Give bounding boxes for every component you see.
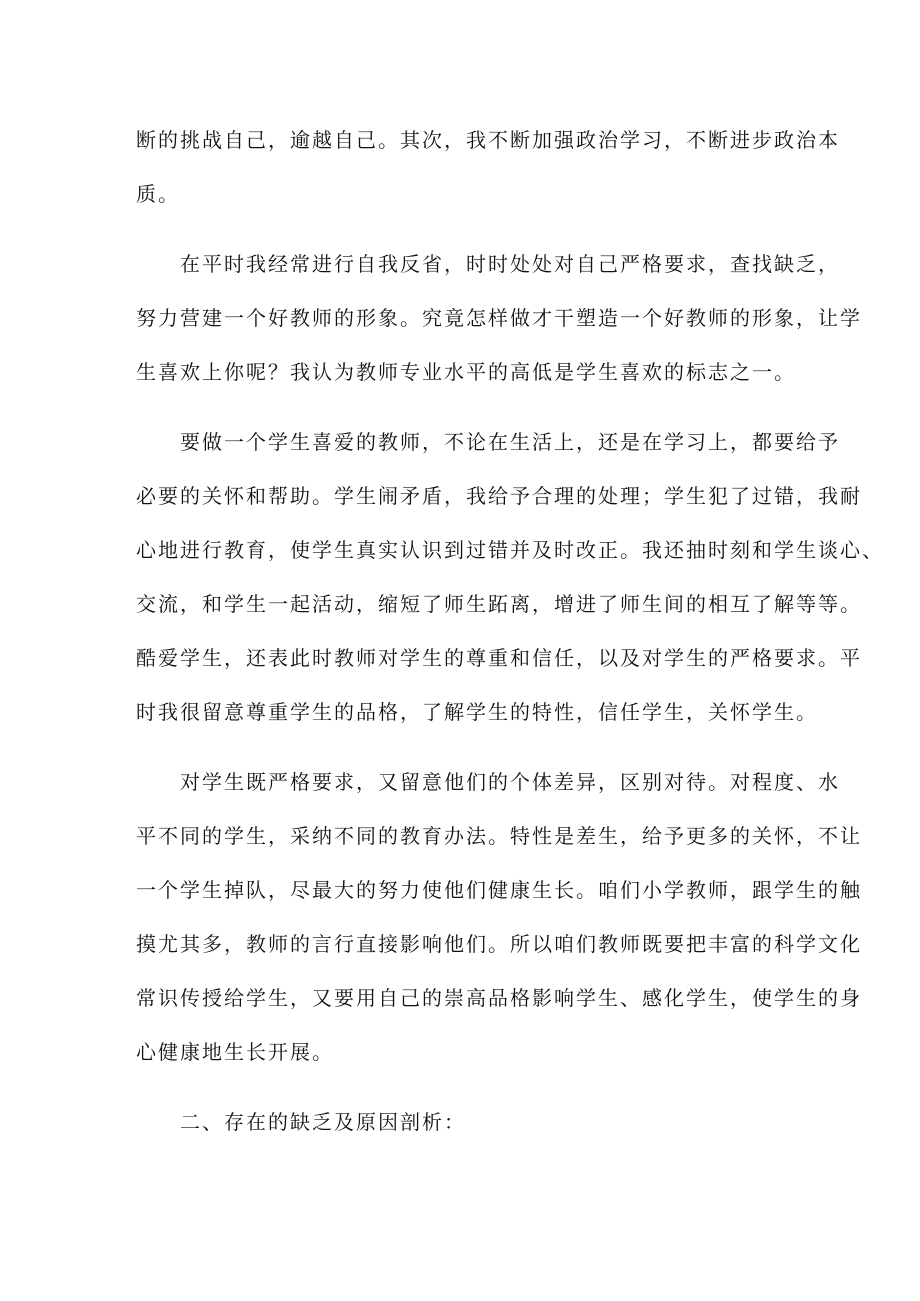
- text-line: 要做一个学生喜爱的教师，不论在生活上，还是在学习上，都要给予: [180, 430, 840, 454]
- paragraph-self-reflection: [136, 237, 862, 399]
- paragraph-caring-students: [136, 415, 884, 739]
- text-line: 摸尤其多，教师的言行直接影响他们。所以咱们教师既要把丰富的科学文化: [136, 932, 862, 956]
- text-line: 生喜欢上你呢？我认为教师专业水平的高低是学生喜欢的标志之一。: [136, 360, 796, 384]
- text-line: 心地进行教育，使学生真实认识到过错并及时改正。我还抽时刻和学生谈心、: [136, 538, 884, 562]
- text-line: 心健康地生长开展。: [136, 1040, 334, 1064]
- document-body: [136, 113, 884, 1165]
- paragraph-individual-differences: [136, 755, 862, 1079]
- text-line: 酷爱学生，还表此时教师对学生的尊重和信任，以及对学生的严格要求。平: [136, 646, 862, 670]
- paragraph-continuation: [136, 113, 840, 221]
- text-line: 时我很留意尊重学生的品格，了解学生的特性，信任学生，关怀学生。: [136, 700, 818, 724]
- text-line: 努力营建一个好教师的形象。究竟怎样做才干塑造一个好教师的形象，让学: [136, 306, 862, 330]
- text-line: 在平时我经常进行自我反省，时时处处对自己严格要求，查找缺乏，: [180, 252, 840, 276]
- section-heading: [136, 1095, 786, 1149]
- section-heading-text: 二、存在的缺乏及原因剖析：: [180, 1110, 466, 1134]
- text-line: 平不同的学生，采纳不同的教育办法。特性是差生，给予更多的关怀，不让: [136, 824, 862, 848]
- text-line: 一个学生掉队，尽最大的努力使他们健康生长。咱们小学教师，跟学生的触: [136, 878, 862, 902]
- text-line: 对学生既严格要求，又留意他们的个体差异，区别对待。对程度、水: [180, 770, 840, 794]
- text-line: 质。: [136, 182, 180, 206]
- text-line: 常识传授给学生，又要用自己的崇高品格影响学生、感化学生，使学生的身: [136, 986, 862, 1010]
- text-line: 交流，和学生一起活动，缩短了师生跖离，增进了师生间的相互了解等等。: [136, 592, 862, 616]
- text-line: 必要的关怀和帮助。学生闹矛盾，我给予合理的处理；学生犯了过错，我耐: [136, 484, 862, 508]
- text-line: 断的挑战自己，逾越自己。其次，我不断加强政治学习，不断进步政治本: [136, 128, 840, 152]
